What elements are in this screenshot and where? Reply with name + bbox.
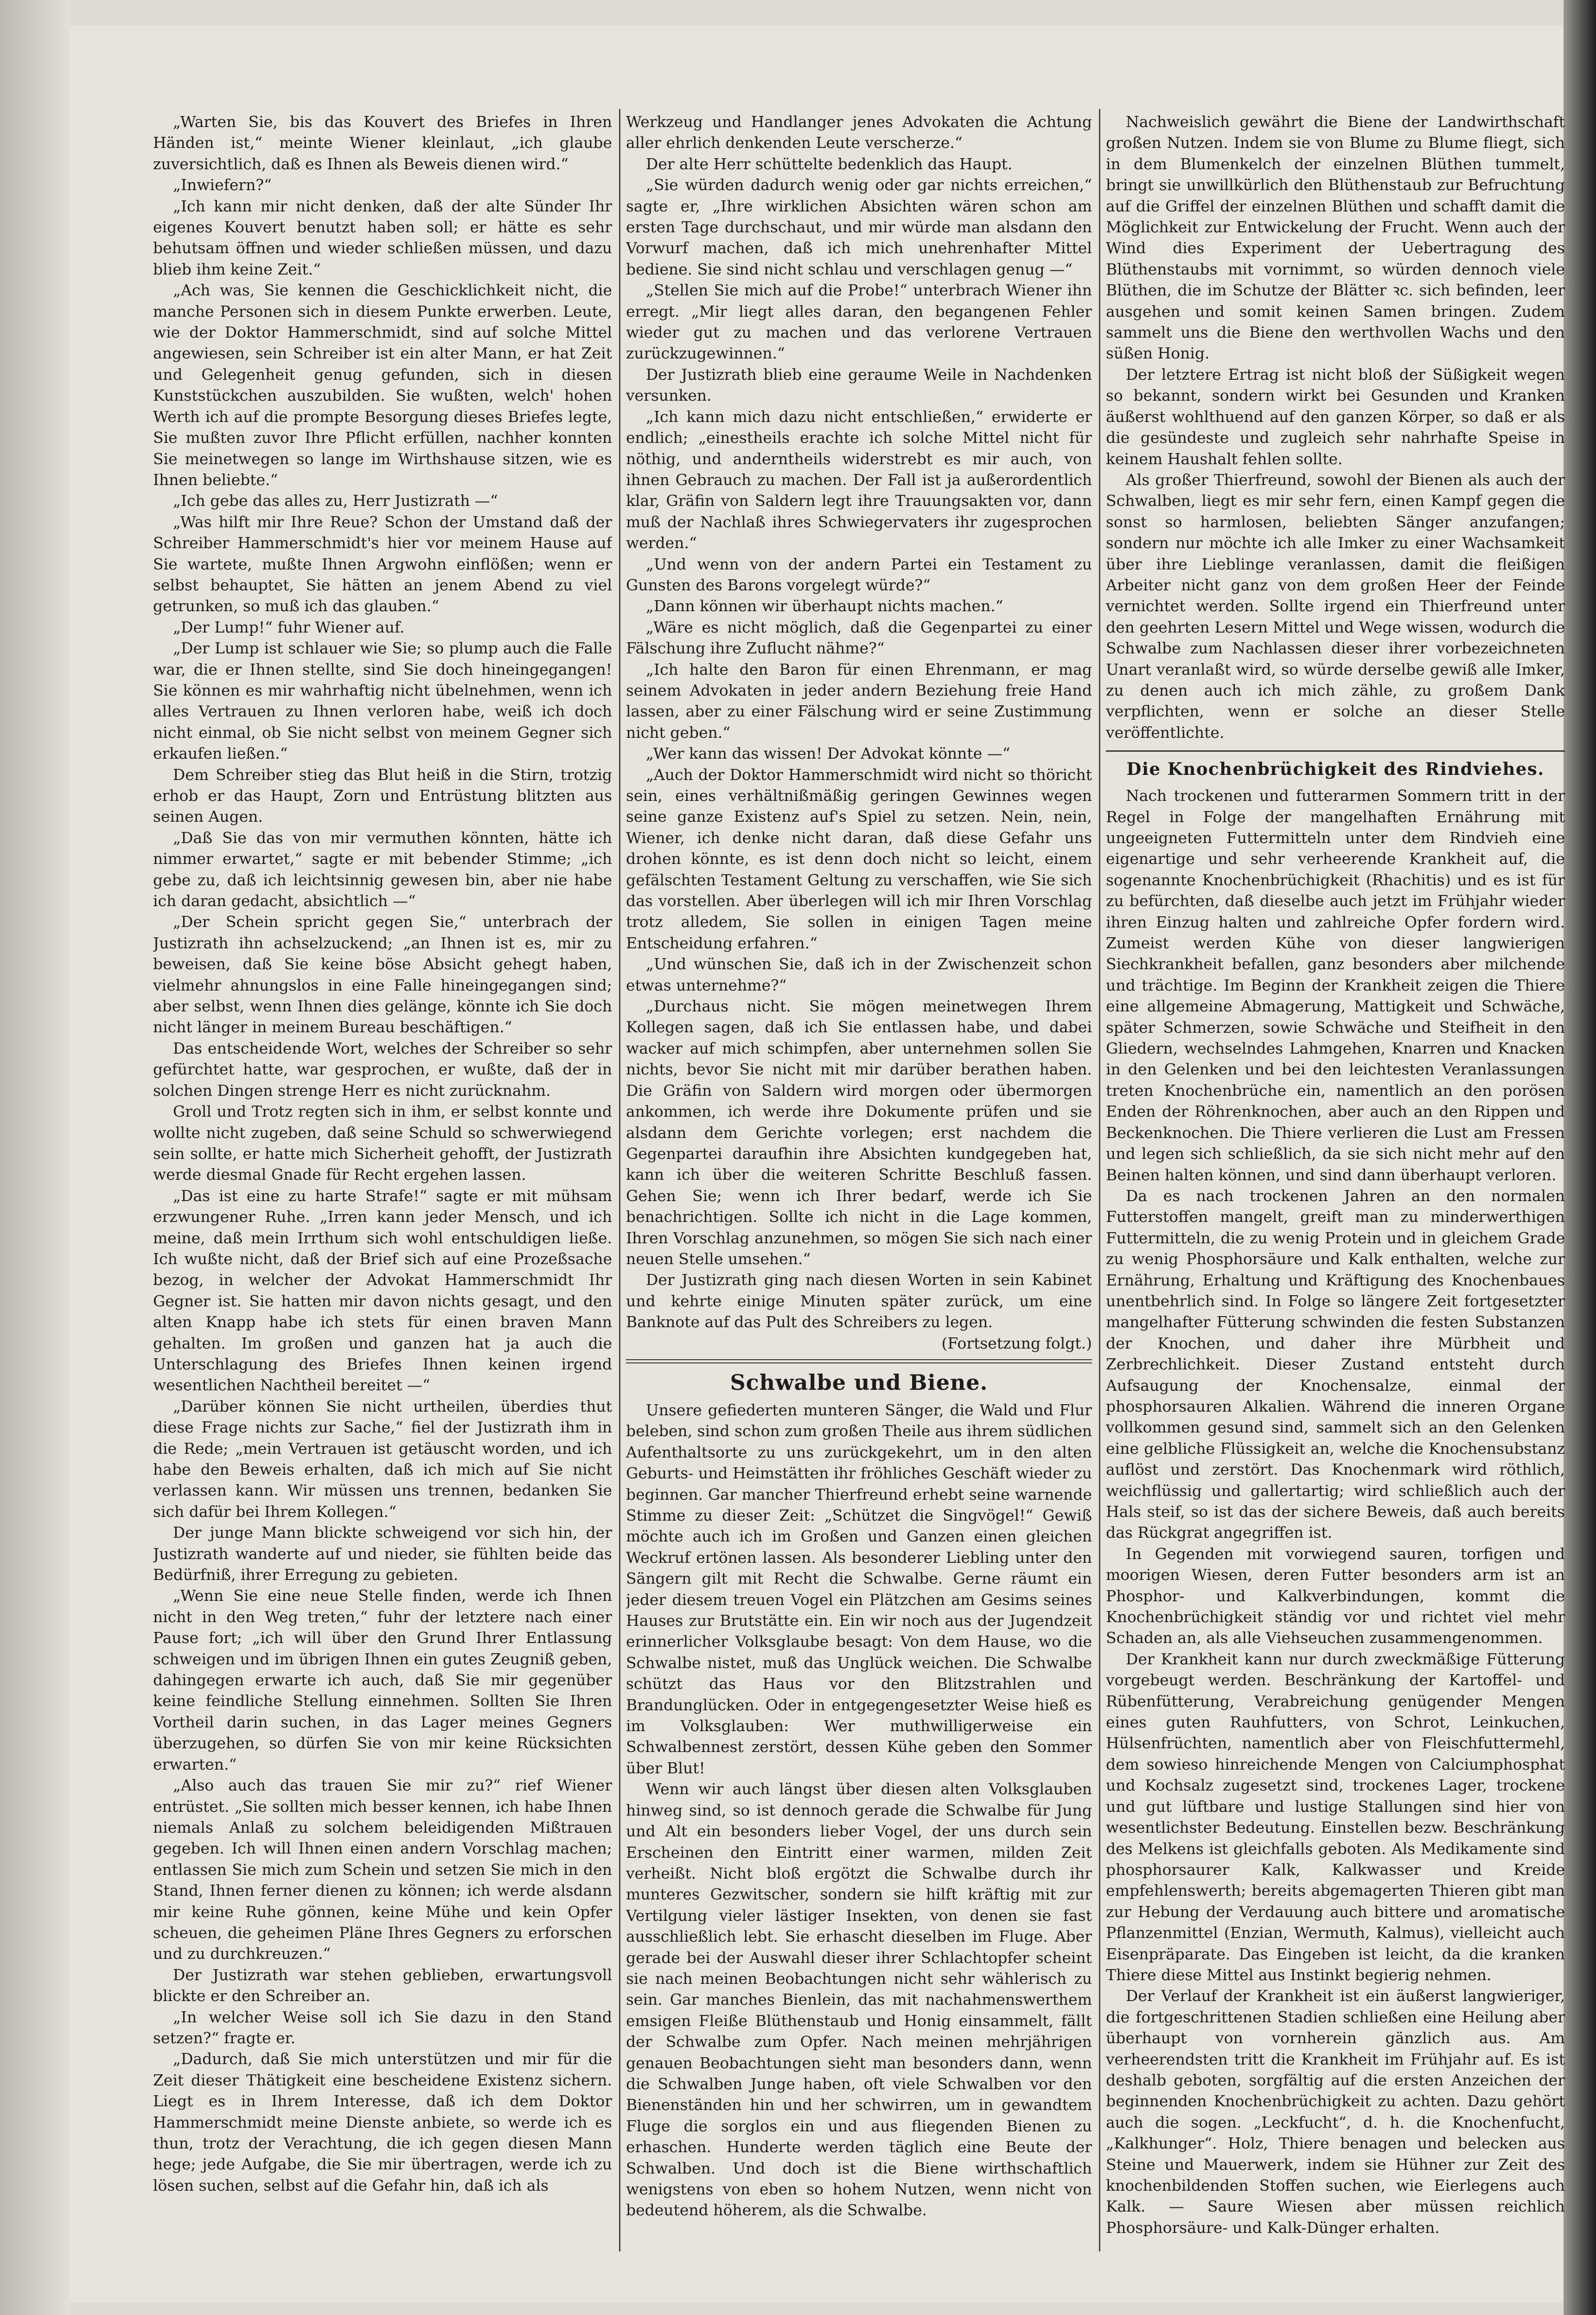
paragraph: Das entscheidende Wort, welches der Schreiber so sehr gefürchtet hatte, war gesprochen, er wußte, daß der in solchen Dingen strenge Herr es nicht zurücknahm. [153, 1039, 612, 1100]
paragraph: In Gegenden mit vorwiegend sauren, torfigen und moorigen Wiesen, deren Futter besonders arm ist an Phosphor- und Kalkverbindungen, kommt die Knochenbrüchigkeit ständig vor und richtet viel mehr Schaden an, als alle Viehseuchen zusammengenommen. [1106, 1544, 1565, 1647]
paragraph: „Sie würden dadurch wenig oder gar nichts erreichen,“ sagte er, „Ihre wirklichen Absichten wären schon am ersten Tage durchschaut, und mir würde man alsdann den Vorwurf machen, daß ich mich unehrenhafter Mittel bediene. Sie sind nicht schlau und verschlagen genug —“ [626, 176, 1092, 278]
article-separator [1106, 750, 1565, 752]
paragraph: „Wer kann das wissen! Der Advokat könnte —“ [645, 744, 1010, 763]
column-1-serial-novel [153, 111, 612, 2263]
paragraph: „Durchaus nicht. Sie mögen meinetwegen Ihrem Kollegen sagen, daß ich Sie entlassen habe, und dabei wacker auf mich schimpfen, aber unternehmen sollen Sie nichts, bevor Sie nicht mit mir darüber berathen haben. Die Gräfin von Saldern wird morgen oder übermorgen ankommen, ich werde ihre Dokumente prüfen und sie alsdann dem Gerichte vorlegen; erst nachdem die Gegenpartei daraufhin ihre Absichten kundgegeben hat, kann ich über die weiteren Schritte Beschluß fassen. Gehen Sie; wenn ich Ihrer bedarf, werde ich Sie benachrichtigen. Sollte ich nicht in die Lage kommen, Ihren Vorschlag anzunehmen, so mögen Sie sich nach einer neuen Stelle umsehen.“ [626, 997, 1092, 1268]
paragraph: „Auch der Doktor Hammerschmidt wird nicht so thöricht sein, eines verhältnißmäßig geringen Gewinnes wegen seine ganze Existenz auf's Spiel zu setzen. Nein, nein, Wiener, ich denke nicht daran, daß diese Gefahr uns drohen könnte, es ist denn doch nicht so leicht, einem gefälschten Testament Geltung zu verschaffen, wie Sie sich das vorstellen. Aber überlegen will ich mir Ihren Vorschlag trotz alledem, Sie sollen in einigen Tagen meine Entscheidung erfahren.“ [626, 765, 1092, 952]
paragraph: „Warten Sie, bis das Kouvert des Briefes in Ihren Händen ist,“ meinte Wiener kleinlaut, „ich glaube zuversichtlich, daß es Ihnen als Beweis dienen wird.“ [153, 113, 612, 173]
paragraph: Der junge Mann blickte schweigend vor sich hin, der Justizrath wanderte auf und nieder, sie fühlten beide das Bedürfniß, ihrer Erregung zu gebieten. [153, 1523, 612, 1584]
paragraph: Der Justizrath ging nach diesen Worten in sein Kabinet und kehrte einige Minuten später zurück, um eine Banknote auf das Pult des Schreibers zu legen. [626, 1271, 1092, 1331]
paragraph: „Der Lump!“ fuhr Wiener auf. [172, 618, 405, 636]
article-heading: Die Knochenbrüchigkeit des Rindviehes. [1126, 759, 1545, 780]
paragraph: Der letztere Ertrag ist nicht bloß der Süßigkeit wegen so bekannt, sondern wirkt bei Gesunden und Kranken äußerst wohlthuend auf den ganzen Körper, so daß er als die gesündeste und zugleich sehr nahrhafte Speise in keinem Haushalt fehlen sollte. [1106, 365, 1565, 468]
paragraph: „Das ist eine zu harte Strafe!“ sagte er mit mühsam erzwungener Ruhe. „Irren kann jeder Mensch, und ich meine, daß mein Irrthum sich wohl entschuldigen ließe. Ich wußte nicht, daß der Brief sich auf eine Prozeßsache bezog, in welcher der Advokat Hammerschmidt Ihr Gegner ist. Sie hatten mir davon nichts gesagt, und den alten Knapp habe ich stets für einen braven Mann gehalten. Im großen und ganzen hat ja auch die Unterschlagung des Briefes Ihnen keinen irgend wesentlichen Nachtheil bereitet —“ [153, 1186, 612, 1394]
paragraph: „In welcher Weise soll ich Sie dazu in den Stand setzen?“ fragte er. [153, 2008, 612, 2047]
paragraph: Der Justizrath blieb eine geraume Weile in Nachdenken versunken. [626, 365, 1092, 405]
page-edge-shadow [1564, 0, 1596, 2315]
paragraph: „Und wenn von der andern Partei ein Testament zu Gunsten des Barons vorgelegt würde?“ [626, 555, 1092, 594]
column-2-novel-and-swallow-article [626, 111, 1092, 2263]
paragraph: „Also auch das trauen Sie mir zu?“ rief Wiener entrüstet. „Sie sollten mich besser kennen, ich habe Ihnen niemals Anlaß zu solchem beleidigenden Mißtrauen gegeben. Ich will Ihnen einen andern Vorschlag machen; entlassen Sie mich zum Schein und setzen Sie mich in den Stand, Ihnen ferner dienen zu können; ich werde alsdann mir keine Ruhe gönnen, keine Mühe und kein Opfer scheuen, die geheimen Pläne Ihres Gegners zu erforschen und zu durchkreuzen.“ [153, 1776, 612, 1963]
article-heading: Schwalbe und Biene. [730, 1369, 988, 1395]
paragraph: Nachweislich gewährt die Biene der Landwirthschaft großen Nutzen. Indem sie von Blume zu Blume fliegt, sich in dem Blumenkelch der einzelnen Blüthen tummelt, bringt sie unwillkürlich den Blüthenstaub zur Befruchtung auf die Griffel der einzelnen Blüthen und schafft damit die Möglichkeit zur Entwickelung der Frucht. Wenn auch der Wind dies Experiment der Uebertragung des Blüthenstaubs mit vornimmt, so würden dennoch viele Blüthen, die im Schutze der Blätter ꝛc. sich befinden, leer ausgehen und somit keinen Samen bringen. Zudem sammelt uns die Biene den werthvollen Wachs und den süßen Honig. [1106, 113, 1565, 363]
paragraph: „Dann können wir überhaupt nichts machen.“ [645, 597, 1003, 615]
paragraph: „Und wünschen Sie, daß ich in der Zwischenzeit schon etwas unternehme?“ [626, 955, 1092, 994]
paragraph: „Darüber können Sie nicht urtheilen, überdies thut diese Frage nichts zur Sache,“ fiel der Justizrath ihm in die Rede; „mein Vertrauen ist getäuscht worden, und ich habe den Beweis erhalten, daß ich mich auf Sie nicht verlassen kann. Wir müssen uns trennen, bedanken Sie sich dafür bei Ihrem Kollegen.“ [153, 1397, 612, 1521]
paragraph: Groll und Trotz regten sich in ihm, er selbst konnte und wollte nicht zugeben, daß seine Schuld so schwerwiegend sein sollte, er hatte mich Sicherheit gehofft, der Justizrath werde diesmal Gnade für Recht ergehen lassen. [153, 1102, 612, 1184]
continuation-note: (Fortsetzung folgt.) [941, 1334, 1092, 1352]
paragraph: „Wäre es nicht möglich, daß die Gegenpartei zu einer Fälschung ihre Zuflucht nähme?“ [626, 618, 1092, 658]
paragraph: „Stellen Sie mich auf die Probe!“ unterbrach Wiener ihn erregt. „Mir liegt alles daran, den begangenen Fehler wieder gut zu machen und das verlorene Vertrauen zurückzugewinnen.“ [626, 281, 1092, 363]
paragraph: Der Verlauf der Krankheit ist ein äußerst langwieriger, die fortgeschrittenen Stadien schließen eine Heilung aber überhaupt von vornherein gänzlich aus. Am verheerendsten tritt die Krankheit im Frühjahr auf. Es ist deshalb geboten, sorgfältig auf die ersten Anzeichen der beginnenden Knochenbrüchigkeit zu achten. Dazu gehört auch die sogen. „Leckfucht“, d. h. die Knochenfucht, „Kalkhunger“. Holz, Thiere benagen und belecken aus Steine und Mauerwerk, indem sie Hühner zur Zeit des knochenbildenden Stoffen suchen, wie Eierlegens auch Kalk. — Saure Wiesen aber müssen reichlich Phosphorsäure- und Kalk-Dünger erhalten. [1106, 1987, 1565, 2237]
paragraph: „Inwiefern?“ [172, 176, 272, 194]
paragraph: „Ich kann mich dazu nicht entschließen,“ erwiderte er endlich; „einestheils erachte ich solche Mittel nicht für nöthig, und anderntheils widerstrebt es mir auch, von ihnen Gebrauch zu machen. Der Fall ist ja außerordentlich klar, Gräfin von Saldern legt ihre Trauungsakten vor, dann muß der Nachlaß ihres Schwiegervaters ihr zugesprochen werden.“ [626, 407, 1092, 552]
paragraph: Dem Schreiber stieg das Blut heiß in die Stirn, trotzig erhob er das Haupt, Zorn und Entrüstung blitzten aus seinen Augen. [153, 765, 612, 826]
paragraph: „Daß Sie das von mir vermuthen könnten, hätte ich nimmer erwartet,“ sagte er mit bebender Stimme; „ich gebe zu, daß ich leichtsinnig gewesen bin, aber nie habe ich daran gedacht, absichtlich —“ [153, 828, 612, 910]
column-rule-1 [619, 109, 620, 2251]
paragraph: Als großer Thierfreund, sowohl der Bienen als auch der Schwalben, liegt es mir sehr fern, einen Kampf gegen die sonst so harmlosen, beliebten Sänger anzufangen; sondern nur möchte ich alle Imker zu einer Wachsamkeit über ihre Lieblinge veranlassen, damit die fleißigen Arbeiter nicht ganz von dem großen Heer der Feinde vernichtet werden. Sollte irgend ein Thierfreund unter den geehrten Lesern Mittel und Wege wissen, wodurch die Schwalbe zum Nachlassen dieser ihrer vorbezeichneten Unart veranlaßt wird, so würde derselbe gewiß alle Imker, zu denen auch ich mich zähle, zu großem Dank verpflichten, wenn er solche an dieser Stelle veröffentlichte. [1106, 470, 1565, 742]
page-binding-shade [0, 0, 70, 2315]
paragraph: „Dadurch, daß Sie mich unterstützen und mir für die Zeit dieser Thätigkeit eine bescheidene Existenz sichern. Liegt es in Ihrem Interesse, daß ich dem Doktor Hammerschmidt meine Dienste anbiete, so werde ich es thun, trotz der Verachtung, die ich gegen diesen Mann hege; jede Aufgabe, die Sie mir übertragen, werde ich zu lösen suchen, selbst auf die Gefahr hin, daß ich als [153, 2050, 612, 2194]
paragraph: Da es nach trockenen Jahren an den normalen Futterstoffen mangelt, greift man zu minderwerthigen Futtermitteln, die zu wenig Protein und in gleichem Grade zu wenig Phosphorsäure und Kalk enthalten, welche zur Ernährung, Erhaltung und Kräftigung des Knochenbaues unentbehrlich sind. In Folge so längere Zeit fortgesetzter mangelhafter Fütterung schwinden die festen Substanzen der Knochen, und daher ihre Mürbheit und Zerbrechlichkeit. Dieser Zustand entsteht durch Aufsaugung der Knochensalze, einmal der phosphorsauren Alkalien. Während die inneren Organe vollkommen gesund sind, sammelt sich an den Gelenken eine gelbliche Flüssigkeit an, welche die Knochensubstanz auflöst und zerstört. Das Knochenmark wird röthlich, weichflüssig und gallertartig; wird schließlich auch der Hals steif, so ist das der sichere Beweis, daß auch bereits das Rückgrat angegriffen ist. [1106, 1186, 1565, 1542]
paragraph: Unsere gefiederten munteren Sänger, die Wald und Flur beleben, sind schon zum großen Theile aus ihrem südlichen Aufenthaltsorte zu uns zurückgekehrt, um in den alten Geburts- und Heimstätten ihr fröhliches Geschäft wieder zu beginnen. Gar mancher Thierfreund erhebt seine warnende Stimme zu dieser Zeit: „Schützet die Singvögel!“ Gewiß möchte auch ich im Großen und Ganzen einen gleichen Weckruf ertönen lassen. Als besonderer Liebling unter den Sängern gilt mit Recht die Schwalbe. Gerne räumt ein jeder diesem treuen Vogel ein Plätzchen am Gesims seines Hauses zur Brutstätte ein. Ein wir noch aus der Jugendzeit erinnerlicher Volksglaube besagt: Von dem Hause, wo die Schwalbe nistet, muß das Unglück weichen. Die Schwalbe schützt das Haus vor den Blitzstrahlen und Brandunglücken. Oder in entgegengesetzter Weise hieß es im Volksglauben: Wer muthwilligerweise ein Schwalbennest zerstört, dessen Kühe geben den Sommer über Blut! [626, 1401, 1092, 1777]
paragraph: „Der Lump ist schlauer wie Sie; so plump auch die Falle war, die er Ihnen stellte, sind Sie doch hineingegangen! Sie können es mir wahrhaftig nicht übelnehmen, wenn ich alles Vertrauen zu Ihnen verloren habe, weiß ich doch nicht einmal, ob Sie nicht selbst von meinem Gegner sich erkaufen ließen.“ [153, 639, 612, 763]
paragraph: „Was hilft mir Ihre Reue? Schon der Umstand daß der Schreiber Hammerschmidt's hier vor meinem Hause auf Sie wartete, mußte Ihnen Argwohn einflößen; wenn er selbst behauptet, Sie hätten an jenem Abend zu viel getrunken, so muß ich das glauben.“ [153, 512, 612, 615]
paragraph: „Der Schein spricht gegen Sie,“ unterbrach der Justizrath ihn achselzuckend; „an Ihnen ist es, mir zu beweisen, daß Sie keine böse Absicht gehegt haben, vielmehr ahnungslos in eine Falle hineingegangen sind; aber selbst, wenn Ihnen dies gelänge, könnte ich Sie doch nicht länger in meinem Bureau beschäftigen.“ [153, 913, 612, 1036]
column-3-bee-and-cattle-article [1106, 111, 1565, 2263]
paragraph: Der Justizrath war stehen geblieben, erwartungsvoll blickte er den Schreiber an. [153, 1965, 612, 2005]
paragraph: Der alte Herr schüttelte bedenklich das Haupt. [645, 154, 1013, 173]
paragraph: Der Krankheit kann nur durch zweckmäßige Fütterung vorgebeugt werden. Beschränkung der Kartoffel- und Rübenfütterung, Verabreichung genügender Mengen eines guten Rauhfutters, von Schrot, Leinkuchen, Hülsenfrüchten, namentlich aber von Fleischfuttermehl, dem sowieso hinreichende Mengen von Calciumphosphat und Kochsalz zugesetzt sind, trockenes Lager, trockene und gut lüftbare und lustige Stallungen sind hier von wesentlichster Bedeutung. Einstellen bezw. Beschränkung des Melkens ist gleichfalls geboten. Als Medikamente sind phosphorsaurer Kalk, Kalkwasser und Kreide empfehlenswerth; bereits abgemagerten Thieren gibt man zur Hebung der Verdauung auch bittere und aromatische Pflanzenmittel (Enzian, Wermuth, Kalmus), vielleicht auch Eisenpräparate. Das Eingeben ist leicht, da die kranken Thiere diese Mittel aus Instinkt begierig nehmen. [1106, 1650, 1565, 1984]
paragraph: „Ich kann mir nicht denken, daß der alte Sünder Ihr eigenes Kouvert benutzt haben soll; er hätte es sehr behutsam öffnen und wieder schließen müssen, und dazu blieb ihm keine Zeit.“ [153, 197, 612, 278]
paragraph: Werkzeug und Handlanger jenes Advokaten die Achtung aller ehrlich denkenden Leute verscherze.“ [626, 113, 1092, 152]
paragraph: „Ich halte den Baron für einen Ehrenmann, er mag seinem Advokaten in jeder andern Beziehung freie Hand lassen, aber zu einer Fälschung wird er seine Zustimmung nicht geben.“ [626, 660, 1092, 742]
paragraph: „Ich gebe das alles zu, Herr Justizrath —“ [172, 492, 498, 510]
paragraph: Wenn wir auch längst über diesen alten Volksglauben hinweg sind, so ist dennoch gerade die Schwalbe für Jung und Alt ein besonders lieber Vogel, der uns durch sein Erscheinen den Eintritt einer warmen, milden Zeit verheißt. Nicht bloß ergötzt die Schwalbe durch ihr munteres Gezwitscher, sondern sie hilft kräftig mit zur Vertilgung vieler lästiger Insekten, von denen sie fast ausschließlich lebt. Sie erhascht dieselben im Fluge. Aber gerade bei der Auswahl dieser ihrer Schlachtopfer scheint sie nach meinen Beobachtungen nicht sehr wählerisch zu sein. Gar manches Bienlein, das mit nachahmenswerthem emsigen Fleiße Blüthenstaub und Honig einsammelt, fällt der Schwalbe zum Opfer. Nach meinen mehrjährigen genauen Beobachtungen sieht man besonders dann, wenn die Schwalben Junge haben, oft viele Schwalben vor den Bienenständen hin und her schwirren, um in gewandtem Fluge die sorglos ein und aus fliegenden Bienen zu erhaschen. Hunderte werden täglich eine Beute der Schwalben. Und doch ist die Biene wirthschaftlich wenigstens von eben so hohem Nutzen, wenn nicht von bedeutend höherem, als die Schwalbe. [626, 1780, 1092, 2219]
column-rule-2 [1099, 109, 1100, 2251]
article-separator [626, 1359, 1092, 1363]
paragraph: „Ach was, Sie kennen die Geschicklichkeit nicht, die manche Personen sich in diesem Punkte erwerben. Leute, wie der Doktor Hammerschmidt, sind auf solche Mittel angewiesen, sein Schreiber ist ein alter Mann, er hat Zeit und Gelegenheit genug gefunden, sich in diesen Kunststückchen auszubilden. Sie wußten, welch' hohen Werth ich auf die prompte Besorgung dieses Briefes legte, Sie mußten zuvor Ihre Pflicht erfüllen, nachher konnten Sie meinetwegen so lange im Wirthshause sitzen, wie es Ihnen beliebte.“ [153, 281, 612, 489]
paragraph: „Wenn Sie eine neue Stelle finden, werde ich Ihnen nicht in den Weg treten,“ fuhr der letztere nach einer Pause fort; „ich will über den Grund Ihrer Entlassung schweigen und im übrigen Ihnen ein gutes Zeugniß geben, dahingegen erwarte ich auch, daß Sie mir gegenüber keine feindliche Stellung einnehmen. Sollten Sie Ihren Vortheil darin suchen, in das Lager meines Gegners überzugehen, so dürfen Sie von mir keine Rücksichten erwarten.“ [153, 1586, 612, 1773]
paragraph: Nach trockenen und futterarmen Sommern tritt in der Regel in Folge der mangelhaften Ernährung mit ungeeigneten Futtermitteln unter dem Rindvieh eine eigenartige und sehr verheerende Krankheit auf, die sogenannte Knochenbrüchigkeit (Rhachitis) und es ist für zu befürchten, daß dieselbe auch jetzt im Frühjahr wieder ihren Einzug halten und zahlreiche Opfer fordern wird. Zumeist werden Kühe von dieser langwierigen Siechkrankheit befallen, ganz besonders aber milchende und trächtige. Im Beginn der Krankheit zeigen die Thiere eine allgemeine Abmagerung, Mattigkeit und Schwäche, später Schmerzen, sowie Schwäche und Steifheit in den Gliedern, wechselndes Lahmgehen, Knarren und Knacken in den Gelenken und bei den leichtesten Veranlassungen treten Knochenbrüche ein, namentlich an den porösen Enden der Röhrenknochen, aber auch an den Rippen und Beckenknochen. Die Thiere verlieren die Lust am Fressen und legen sich schließlich, da sie sich nicht mehr auf den Beinen halten können, und sind dann überhaupt verloren. [1106, 787, 1565, 1184]
